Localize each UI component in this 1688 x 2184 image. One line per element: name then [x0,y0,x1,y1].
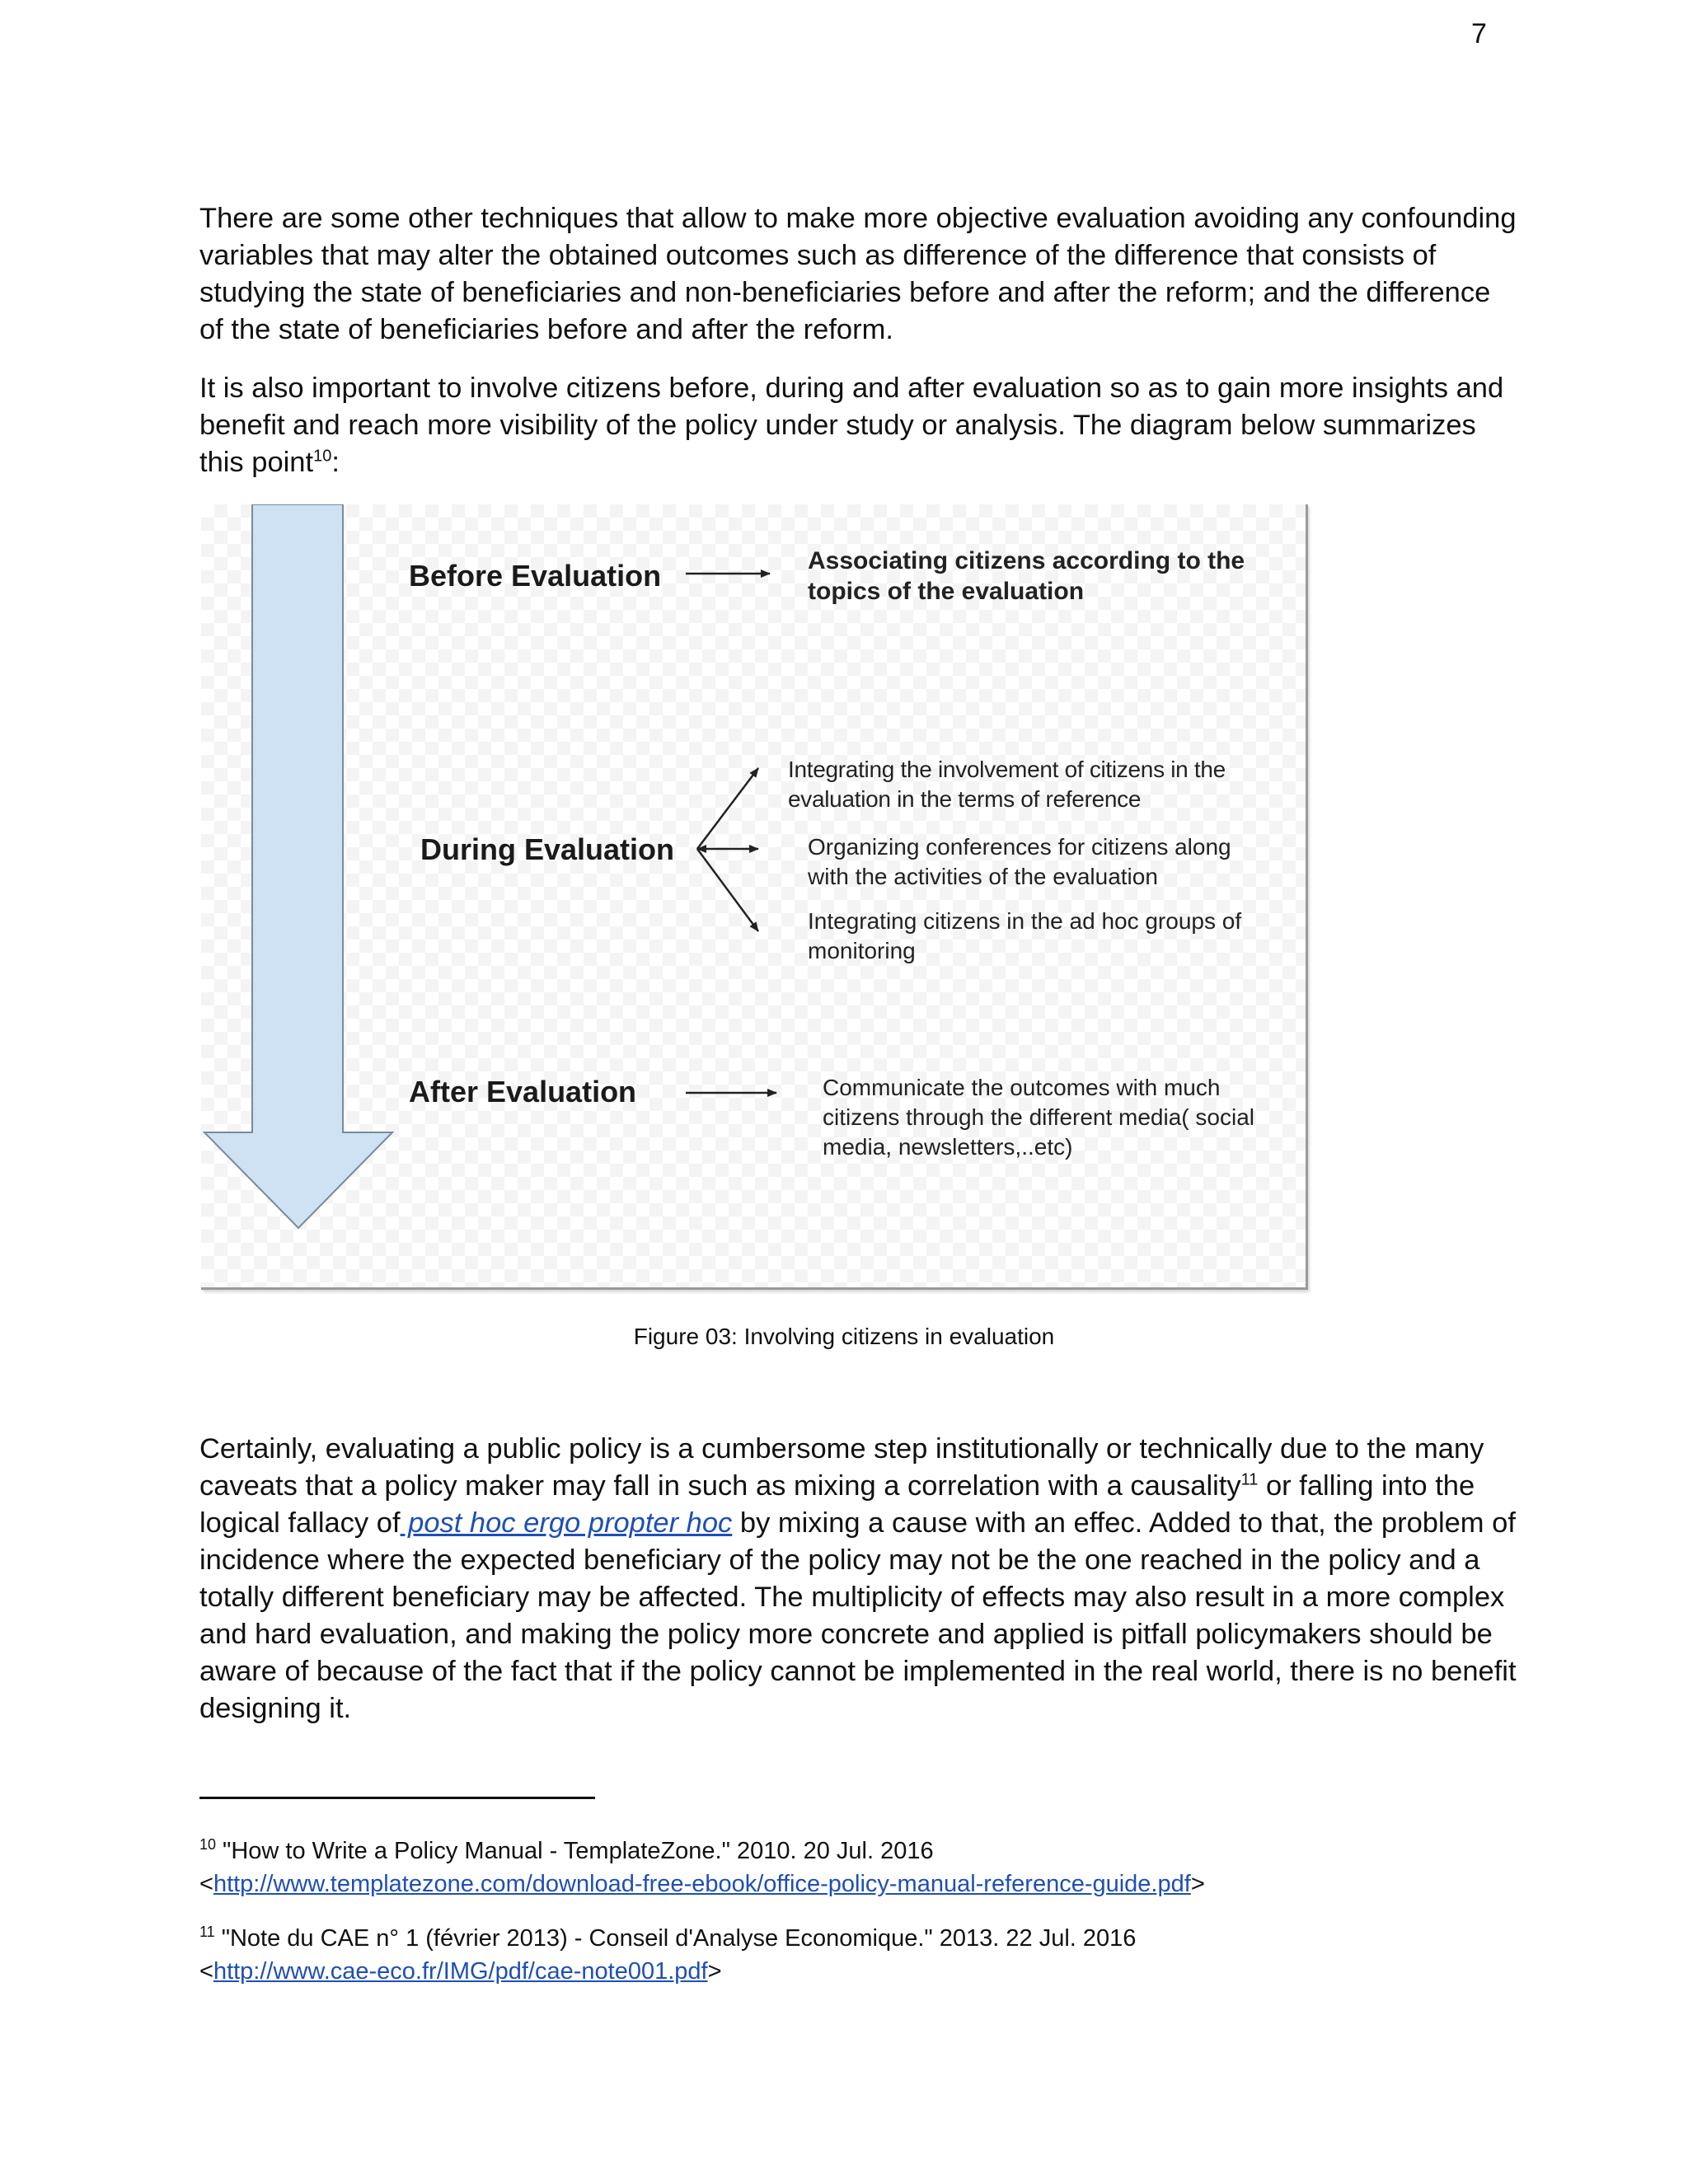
footnote-text: "How to Write a Policy Manual - TemplateZone." 2010. 20 Jul. 2016 [223,1838,934,1864]
footnote-10 [199,1835,1518,1900]
post-hoc-link[interactable]: post hoc ergo propter hoc [400,1507,733,1539]
footnote-ref-10[interactable]: 10 [313,447,332,466]
url-open-bracket: < [199,1958,213,1985]
footnote-divider [199,1797,595,1799]
before-evaluation-text: Associating citizens according to the topics of the evaluation [808,547,1245,605]
paragraph-text: Certainly, evaluating a public policy is a cumbersome step institutionally or technically due to the many caveats that a policy maker may fall in such as mixing a correlation with a causality [199,1433,1484,1502]
paragraph-text: by mixing a cause with an effec. Added to that, the problem of incidence where the expected beneficiary of the policy may not be the one reached in the policy and a totally different beneficiary may be affected. The multiplicity of effects may also result in a more complex and hard evaluation, and making the policy more concrete and applied is pitfall policymakers should be aware of because of the fact that if the policy cannot be implemented in the real world, there is no benefit designing it. [199,1507,1517,1724]
timeline-arrow [204,504,392,1228]
url-close-bracket: > [1190,1871,1205,1897]
paragraph-text: It is also important to involve citizens before, during and after evaluation so as to gain more insights and benefit and reach more visibility of the policy under study or analysis. The diagram below summarizes this point [199,373,1504,478]
paragraph-text: or falling into the logical fallacy of [199,1470,1475,1539]
paragraph-text: There are some other techniques that allow to make more objective evaluation avoiding any confounding variables that may alter the obtained outcomes such as difference of the difference that consists of studying the state of beneficiaries and non-beneficiaries before and after the reform; and the difference of the state of beneficiaries before and after the reform. [199,203,1517,345]
url-open-bracket: < [199,1871,213,1897]
during-connector-arrow-up [697,768,758,849]
during-item-terms-of-reference: Integrating the involvement of citizens in the evaluation in the terms of reference [788,757,1226,812]
citizen-involvement-diagram [201,504,1308,1290]
diagram-graphics [201,504,1306,1287]
figure-caption: Figure 03: Involving citizens in evaluation [633,1324,1055,1349]
footnote-11 [199,1922,1518,1988]
footnote-text: "Note du CAE n° 1 (février 2013) - Conseil d'Analyse Economique." 2013. 22 Jul. 2016 [221,1925,1137,1952]
footnote-number: 10 [199,1836,217,1854]
footnote-ref-11[interactable]: 11 [1240,1470,1259,1489]
url-close-bracket: > [707,1958,722,1985]
paragraph-text-end: : [331,447,340,478]
before-evaluation-label: Before Evaluation [409,559,662,593]
paragraph-involve-citizens [199,370,1518,481]
footnote-url-link[interactable]: http://www.cae-eco.fr/IMG/pdf/cae-note001.pdf [213,1958,708,1985]
during-evaluation-label: During Evaluation [420,832,675,866]
paragraph-techniques [199,200,1518,349]
page-number: 7 [1471,18,1487,49]
paragraph-evaluation-caveats [199,1431,1518,1727]
footnote-number: 11 [199,1924,215,1941]
after-evaluation-label: After Evaluation [409,1075,637,1108]
during-item-conferences: Organizing conferences for citizens along with the activities of the evaluation [808,834,1231,889]
during-item-monitoring-groups: Integrating citizens in the ad hoc groups of monitoring [808,908,1242,963]
footnote-url-link[interactable]: http://www.templatezone.com/download-free-ebook/office-policy-manual-reference-guide.pdf [213,1871,1191,1897]
after-evaluation-text: Communicate the outcomes with much citizens through the different media( social media, newsletters,..etc) [823,1075,1254,1160]
during-connector-arrow-down [697,849,758,931]
